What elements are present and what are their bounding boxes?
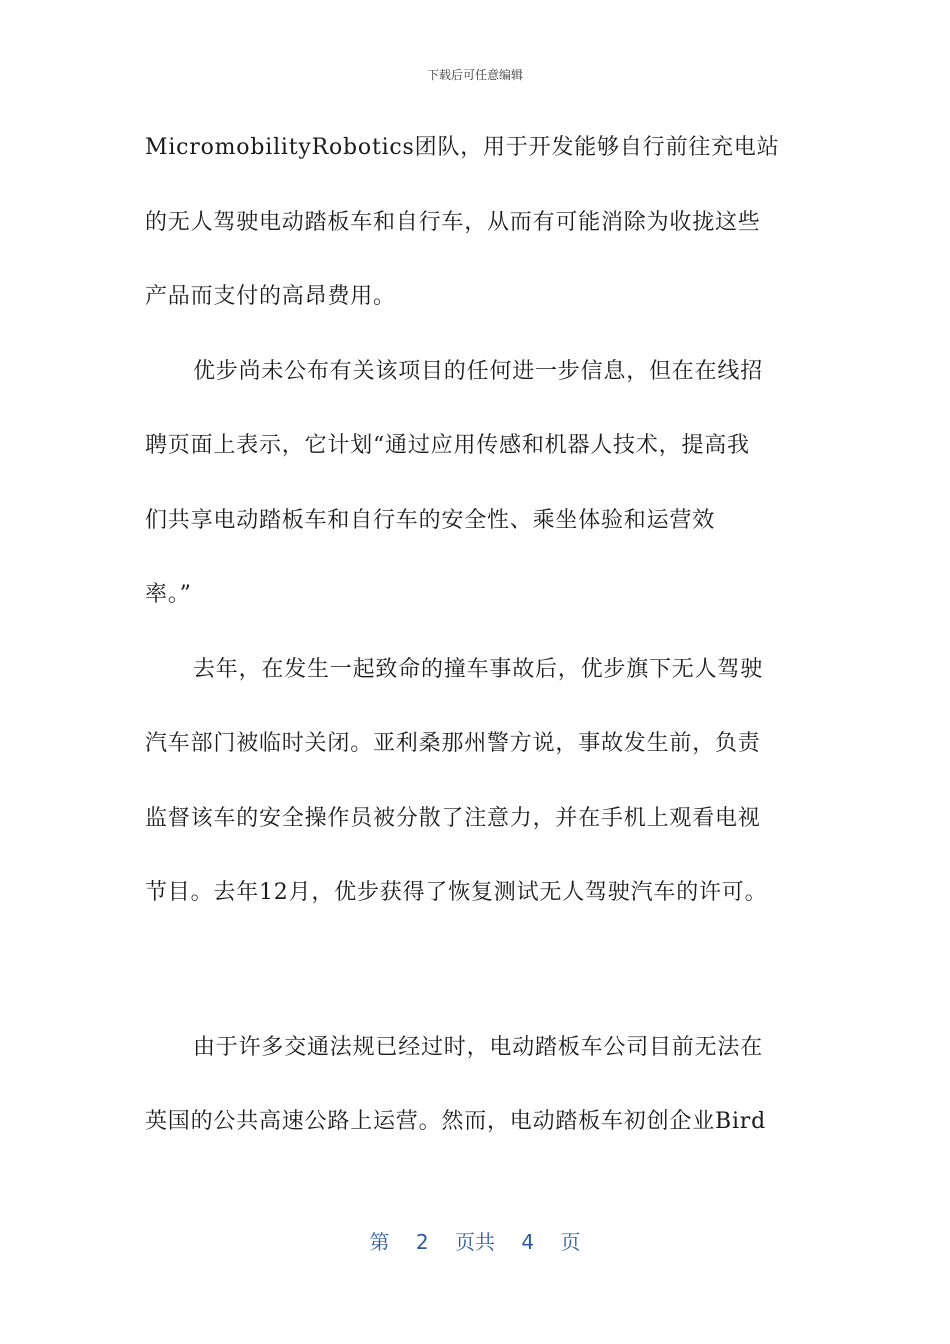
paragraph-3-line-4: 节目。去年12月，优步获得了恢复测试无人驾驶汽车的许可。	[145, 880, 768, 905]
paragraph-1-line-3: 产品而支付的高昂费用。	[145, 284, 396, 309]
paragraph-gap	[145, 938, 795, 1018]
header-note: 下载后可任意编辑	[426, 68, 523, 82]
paragraph-3-line-2: 汽车部门被临时关闭。亚利桑那州警方说，事故发生前，负责	[145, 731, 761, 756]
page-middle: 页共	[455, 1230, 495, 1254]
document-body	[145, 118, 795, 1167]
page-number	[0, 1226, 950, 1255]
page-suffix: 页	[560, 1230, 581, 1254]
page-current: 2	[415, 1230, 429, 1254]
page-prefix: 第	[369, 1230, 390, 1254]
paragraph-2-line-3: 们共享电动踏板车和自行车的安全性、乘坐体验和运营效	[145, 507, 716, 533]
paragraph-1-line-1: MicromobilityRobotics团队，用于开发能够自行前往充电站	[145, 135, 780, 160]
paragraph-2-line-1: 优步尚未公布有关该项目的任何进一步信息，但在在线招	[193, 358, 764, 384]
paragraph-4-line-2: 英国的公共高速公路上运营。然而，电动踏板车初创企业Bird	[145, 1109, 767, 1134]
paragraph-3-line-3: 监督该车的安全操作员被分散了注意力，并在手机上观看电视	[145, 805, 761, 831]
paragraph-2-line-4: 率。”	[145, 582, 192, 607]
paragraph-2-line-2: 聘页面上表示，它计划“通过应用传感和机器人技术，提高我	[145, 433, 750, 458]
paragraph-3-line-1: 去年，在发生一起致命的撞车事故后，优步旗下无人驾驶	[193, 656, 764, 682]
page-total: 4	[521, 1230, 535, 1254]
paragraph-1-line-2: 的无人驾驶电动踏板车和自行车，从而有可能消除为收拢这些	[145, 209, 761, 235]
paragraph-4-line-1: 由于许多交通法规已经过时，电动踏板车公司目前无法在	[193, 1034, 764, 1060]
